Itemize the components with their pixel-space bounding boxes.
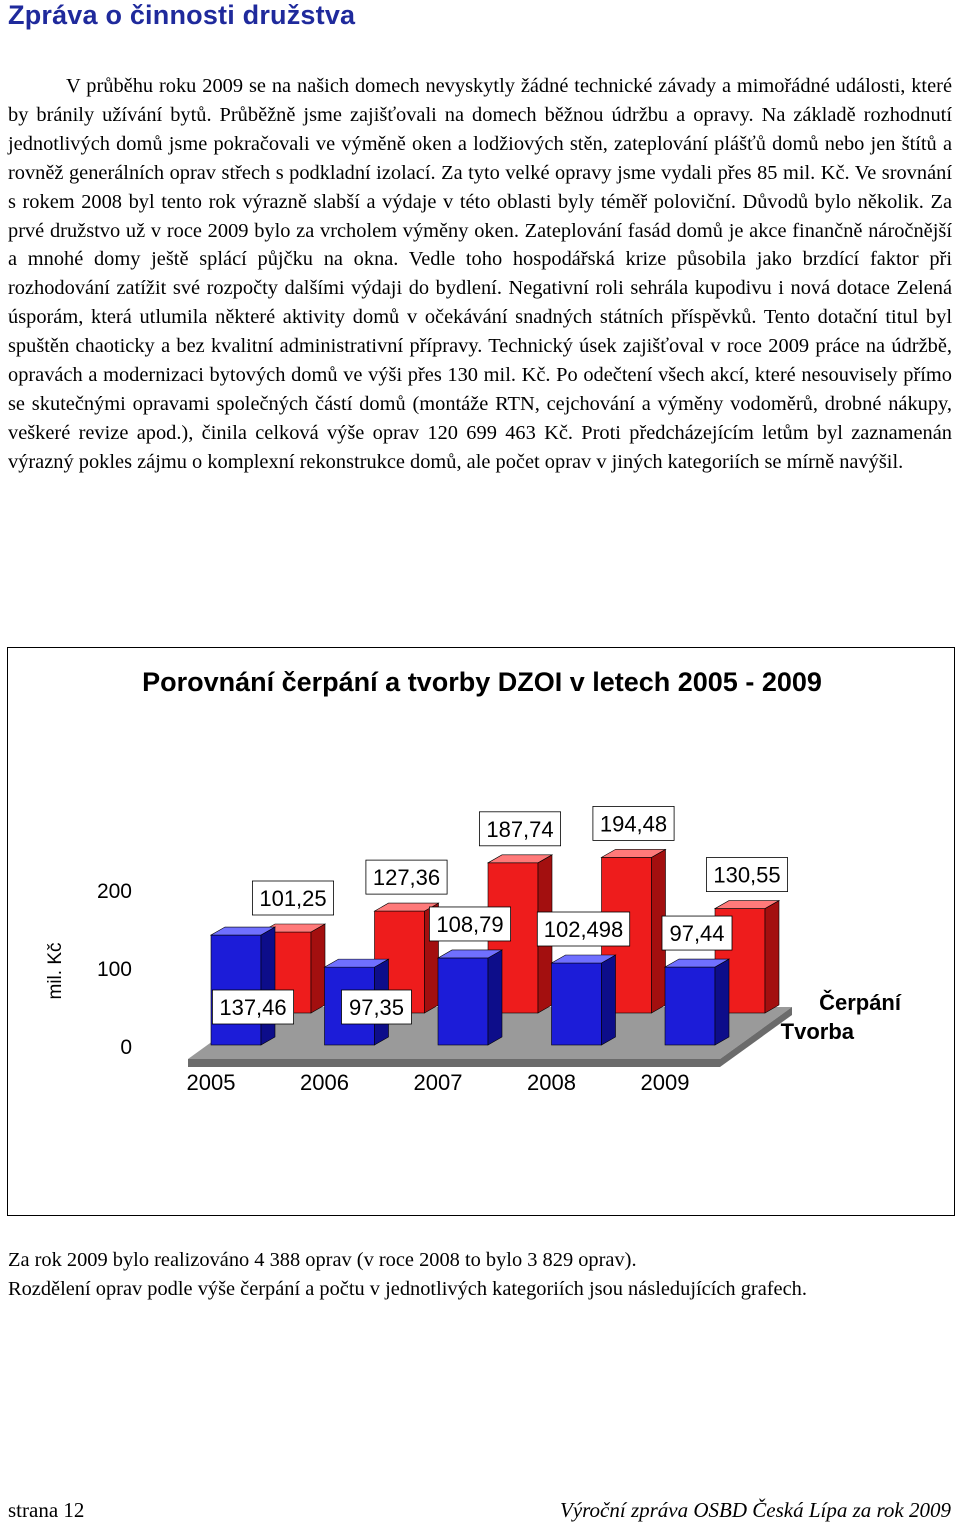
bar-tvorba-2008-front	[552, 963, 602, 1045]
bar-tvorba-2005-side	[261, 927, 275, 1045]
chart-frame	[7, 647, 955, 1216]
data-label-tvorba-2008-text: 102,498	[543, 917, 624, 943]
intro-paragraph: V průběhu roku 2009 se na našich domech nevyskytly žádné technické závady a mimořádné události, které by bránily užívání bytů. Průběžně jsme zajišťovali na domech běžnou údržbu a opravy. Na základě rozhodnutí jednotlivých domů jsme pokračovali ve výměně oken a lodžiových stěn, zateplování plášťů domů nebo jen štítů a rovněž generálních oprav střech s podkladní izolací. Za tyto velké opravy jsme vydali přes 85 mil. Kč. Ve srovnání s rokem 2008 byl tento rok výrazně slabší a výdaje v této oblasti byly téměř poloviční. Důvodů bylo několik. Za prvé družstvo už v roce 2009 bylo za vrcholem výměny oken. Zateplování fasád domů je akce finančně náročnější a mnohé domy ještě splácí půjčku na okna. Vedle toho hospodářská krize působila jako brzdící faktor při rozhodování zatížit své rozpočty dalšími výdaji do bydlení. Negativní roli sehrála kupodivu i nová dotace Zelená úsporám, která utlumila některé aktivity domů v očekávání snadných státních příspěvků. Tento dotační titul byl spuštěn chaoticky a bez kvalitní administrativní přípravy. Technický úsek zajišťoval v roce 2009 práce na údržbě, opravách a modernizaci bytových domů ve výši přes 130 mil. Kč. Po odečtení všech akcí, které nesouvisely přímo se skutečnými opravami společných částí domů (montáže RTN, cejchování a výměny vodoměrů, drobné nákupy, veškeré revize apod.), činila celková výše oprav 120 699 463 Kč. Proti předcházejícím letům byl zaznamenán výrazný pokles zájmu o komplexní rekonstrukce domů, ale počet oprav v jiných kategoriích se mírně navýšil.	[8, 75, 952, 473]
y-tick-label: 200	[96, 880, 132, 903]
bar-tvorba-2009	[665, 959, 729, 1045]
data-label-tvorba-2007-text: 108,79	[436, 911, 504, 937]
bar-tvorba-2007	[438, 950, 502, 1045]
data-label-cerpani-2008	[593, 806, 674, 840]
x-tick-label: 2008	[527, 1070, 576, 1095]
repairs-breakdown-paragraph: Rozdělení oprav podle výše čerpání a počtu v jednotlivých kategoriích jsou následujících grafech.	[8, 1278, 807, 1300]
repairs-count-paragraph: Za rok 2009 bylo realizováno 4 388 oprav (v roce 2008 to bylo 3 829 oprav).	[8, 1249, 637, 1271]
bar-cerpani-2009-side	[765, 901, 779, 1013]
bar-tvorba-2007-front	[438, 958, 488, 1045]
bar-tvorba-2008-side	[602, 955, 616, 1045]
data-label-tvorba-2006-text: 97,35	[348, 995, 405, 1020]
data-label-cerpani-2007-text: 187,74	[486, 816, 554, 842]
data-label-tvorba-2005	[212, 990, 293, 1024]
data-label-tvorba-2008	[537, 912, 629, 946]
series-label-cerpani: Čerpání	[819, 990, 901, 1015]
x-tick-label: 2006	[300, 1070, 349, 1095]
bar-tvorba-2005	[211, 927, 275, 1045]
series-label-tvorba: Tvorba	[780, 1019, 854, 1044]
y-axis-label: mil. Kč	[45, 942, 66, 1000]
footer-page-number: strana 12	[8, 1498, 85, 1522]
data-label-tvorba-2005-text: 137,46	[219, 995, 287, 1020]
y-tick-label: 0	[120, 1036, 132, 1059]
closing-text	[8, 1246, 952, 1304]
data-label-cerpani-2007	[479, 812, 560, 846]
bar-tvorba-2008	[552, 955, 616, 1045]
footer-publication-title: Výroční zpráva OSBD Česká Lípa za rok 2009	[560, 1498, 951, 1522]
data-label-cerpani-2009	[706, 858, 787, 892]
dzoi-bar-chart	[8, 648, 956, 1217]
x-tick-label: 2007	[413, 1070, 463, 1095]
data-label-cerpani-2006	[366, 860, 447, 894]
data-label-cerpani-2009-text: 130,55	[713, 862, 781, 888]
data-label-tvorba-2009	[662, 916, 732, 950]
chart-title: Porovnání čerpání a tvorby DZOI v letech 2005 - 2009	[142, 667, 822, 697]
y-tick-label: 100	[96, 958, 132, 981]
data-label-cerpani-2008-text: 194,48	[599, 811, 668, 837]
bar-tvorba-2009-front	[665, 967, 715, 1045]
data-label-cerpani-2006-text: 127,36	[372, 865, 441, 891]
data-label-tvorba-2009-text: 97,44	[669, 921, 725, 947]
data-label-tvorba-2007	[429, 907, 510, 941]
data-label-cerpani-2005	[252, 881, 333, 915]
bar-tvorba-2009-side	[715, 959, 729, 1045]
data-label-tvorba-2006	[342, 990, 412, 1024]
x-tick-label: 2005	[186, 1070, 236, 1095]
page-title: Zpráva o činnosti družstva	[8, 0, 356, 30]
chart-floor-edge	[188, 1059, 720, 1067]
x-tick-label: 2009	[640, 1070, 690, 1095]
bar-cerpani-2005-side	[311, 924, 325, 1013]
bar-tvorba-2007-side	[488, 950, 502, 1045]
data-label-cerpani-2005-text: 101,25	[259, 886, 327, 911]
